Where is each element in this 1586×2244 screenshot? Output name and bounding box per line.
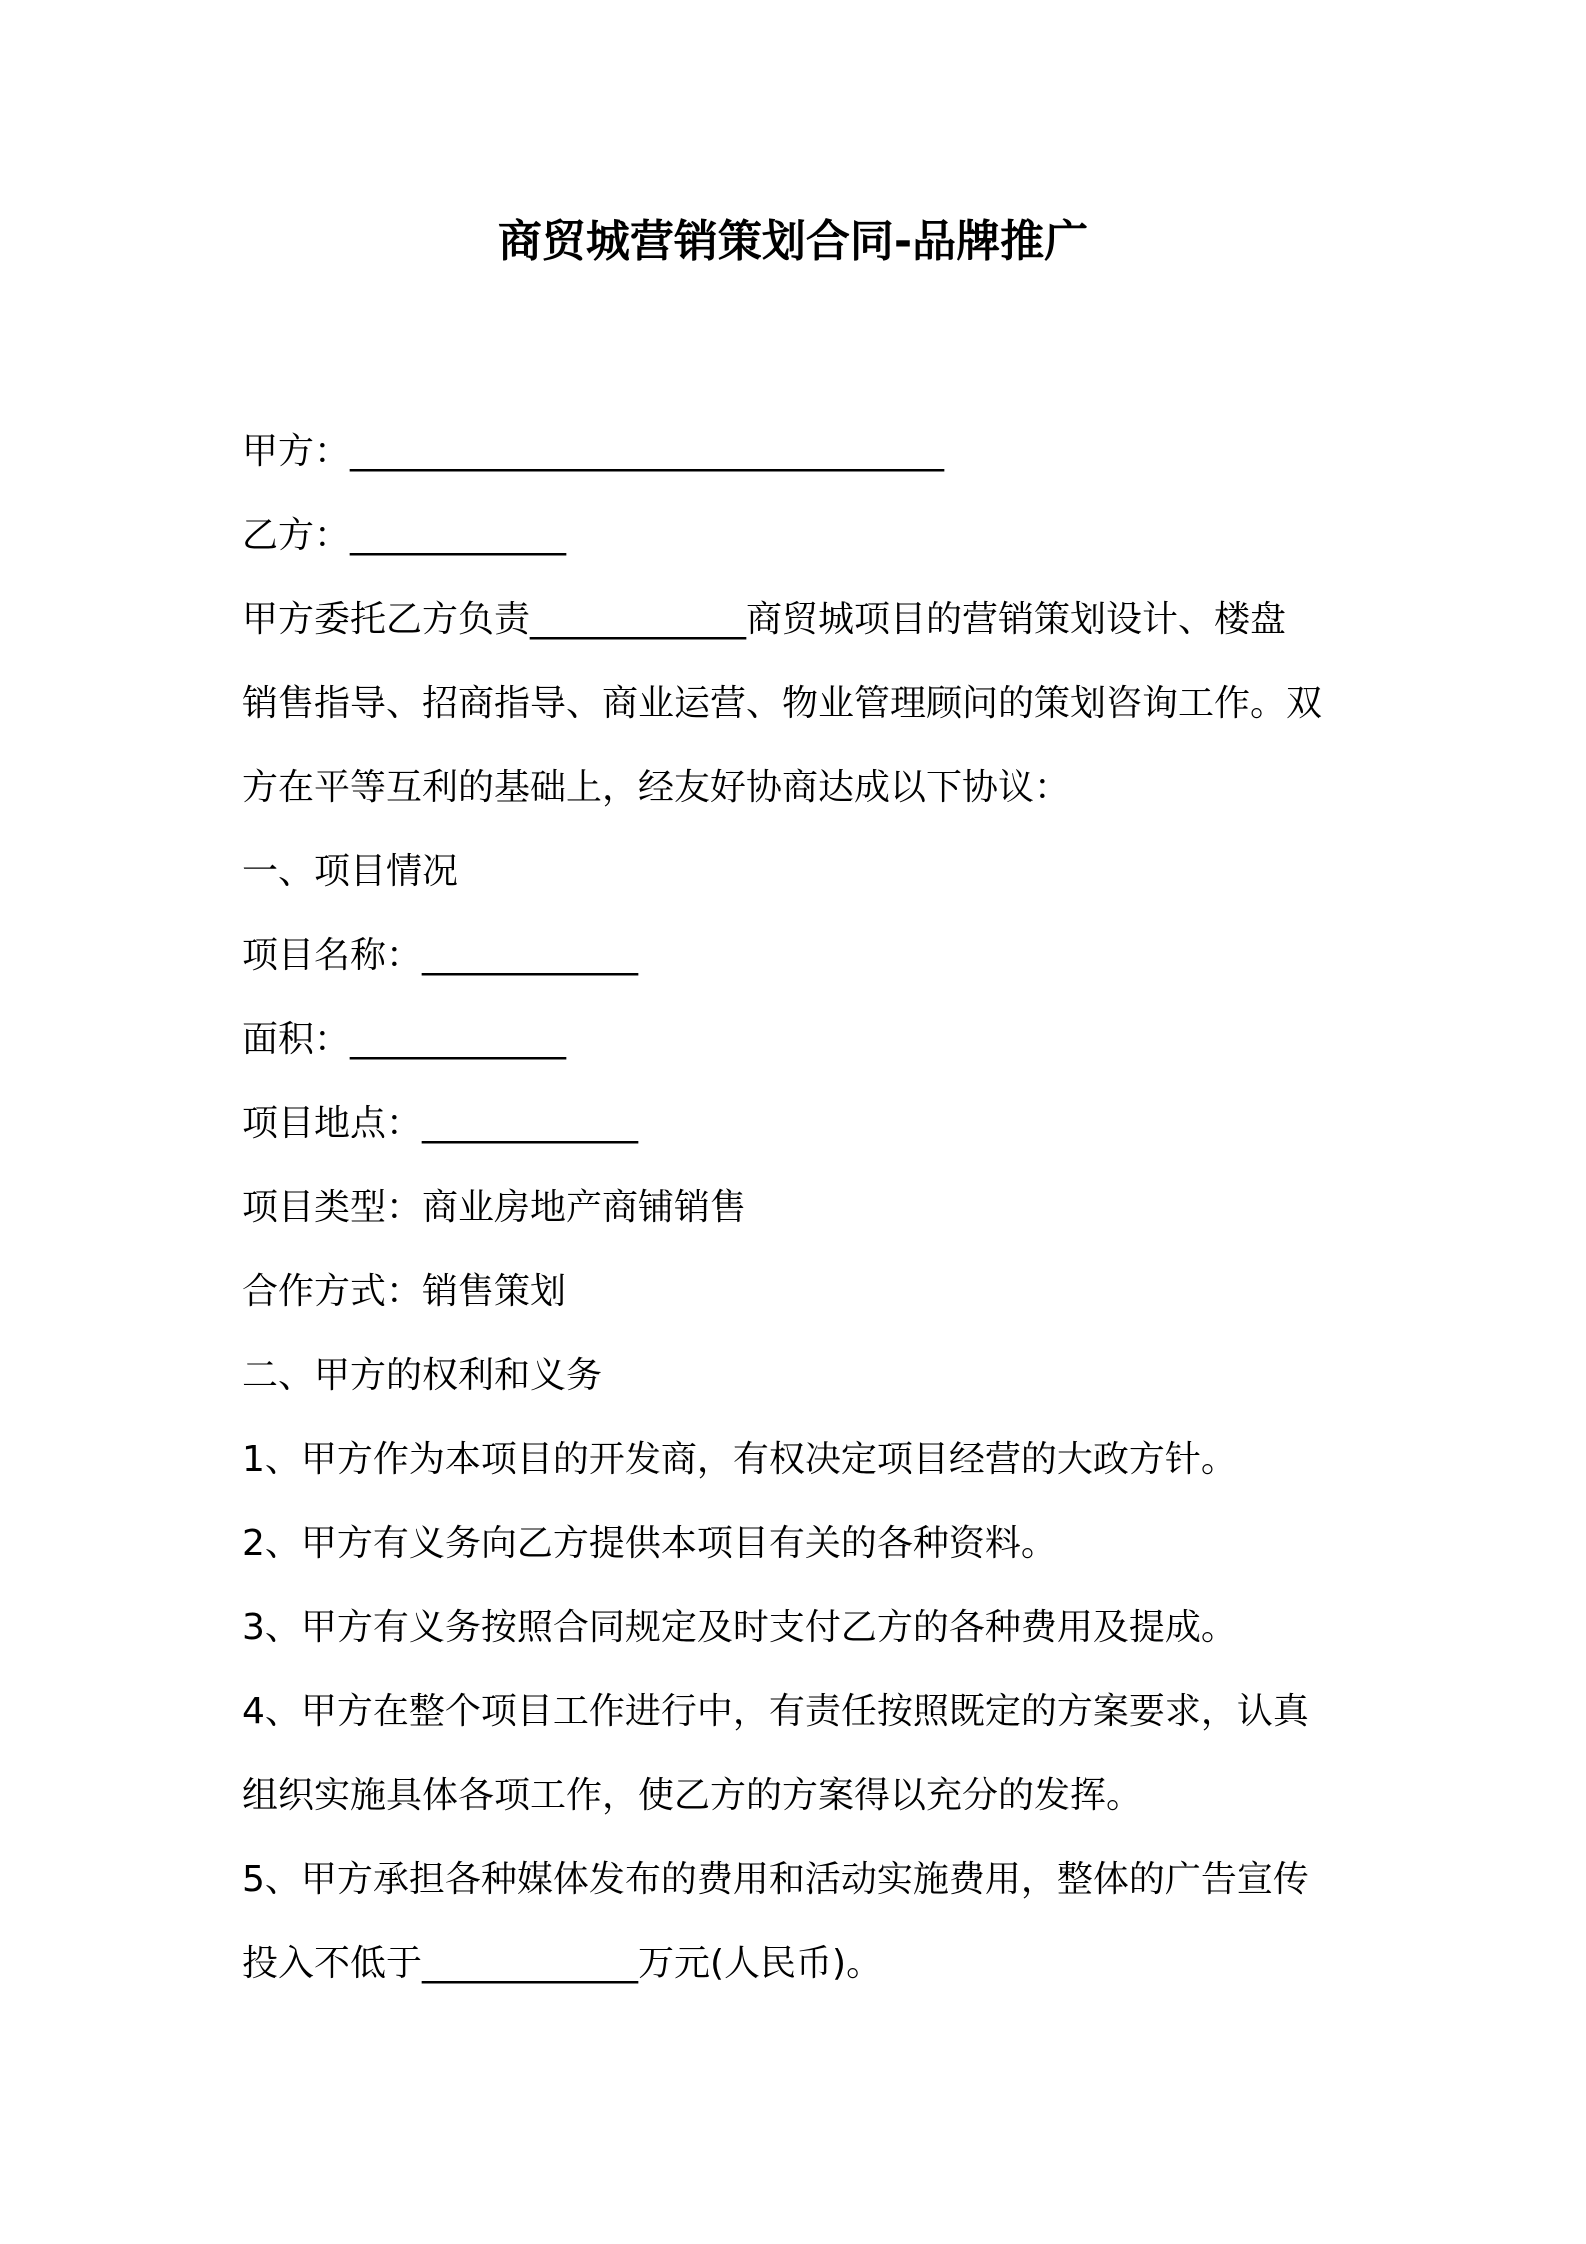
section-heading-project: 一、项目情况 [242,851,459,892]
party-b-line: 乙方：____________ [242,515,567,556]
cooperation-mode-line: 合作方式：销售策划 [242,1271,567,1312]
party-a-line: 甲方：_________________________________ [242,431,945,472]
section-heading-party-a-rights: 二、甲方的权利和义务 [242,1355,603,1396]
clause-1-line: 1、甲方作为本项目的开发商，有权决定项目经营的大政方针。 [242,1439,1237,1480]
project-name-line: 项目名称：____________ [242,935,639,976]
project-type-line: 项目类型：商业房地产商铺销售 [242,1187,747,1228]
clause-2-line: 2、甲方有义务向乙方提供本项目有关的各种资料。 [242,1523,1057,1564]
clause-5-line-1: 5、甲方承担各种媒体发布的费用和活动实施费用，整体的广告宣传 [242,1859,1309,1900]
area-line: 面积：____________ [242,1019,567,1060]
intro-paragraph-line-2: 销售指导、招商指导、商业运营、物业管理顾问的策划咨询工作。双 [242,683,1323,724]
intro-paragraph-line-3: 方在平等互利的基础上，经友好协商达成以下协议： [242,767,1071,808]
clause-4-line-1: 4、甲方在整个项目工作进行中，有责任按照既定的方案要求，认真 [242,1691,1309,1732]
clause-4-line-2: 组织实施具体各项工作，使乙方的方案得以充分的发挥。 [242,1775,1143,1816]
document-title: 商贸城营销策划合同-品牌推广 [497,216,1089,267]
intro-paragraph-line-1: 甲方委托乙方负责____________商贸城项目的营销策划设计、楼盘 [242,599,1287,640]
document-body [242,410,1362,2006]
project-location-line: 项目地点：____________ [242,1103,639,1144]
clause-5-line-2: 投入不低于____________万元(人民币)。 [242,1943,883,1984]
clause-3-line: 3、甲方有义务按照合同规定及时支付乙方的各种费用及提成。 [242,1607,1237,1648]
